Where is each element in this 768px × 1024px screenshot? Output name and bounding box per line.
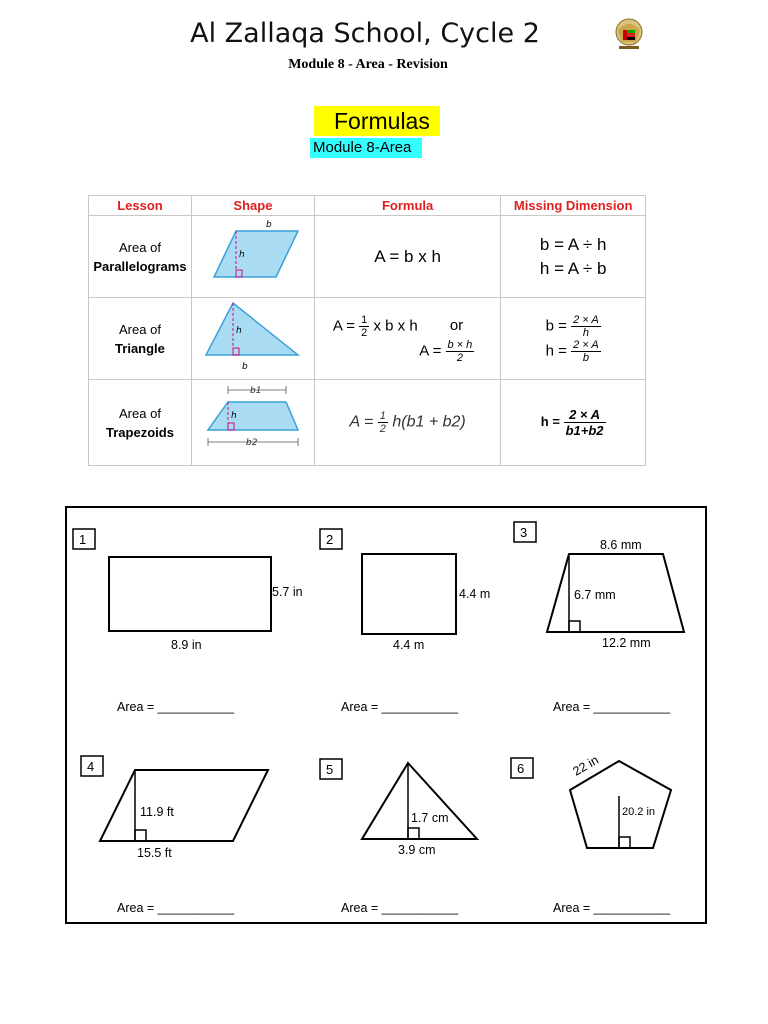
missing-prefix: b = (545, 316, 567, 334)
shape-label-h: h (230, 411, 237, 421)
module-badge: Module 8-Area (310, 138, 422, 158)
fraction-numerator: 2 × A (573, 338, 599, 351)
formula-prefix: A = (349, 413, 374, 431)
missing-prefix: h = (545, 341, 567, 359)
worksheet-problems (67, 508, 705, 922)
lesson-shape-name: Trapezoids (106, 424, 174, 440)
missing-prefix: h = (540, 413, 560, 429)
problem-4 (81, 756, 268, 915)
problem-number: 6 (517, 761, 525, 776)
dimension-label: 8.6 mm (600, 538, 642, 552)
missing-dimension-cell (501, 216, 646, 298)
dimension-label: 5.7 in (272, 585, 303, 599)
shape-label-b: b (265, 220, 272, 230)
dimension-label: 4.4 m (459, 587, 491, 601)
problem-number: 4 (87, 759, 95, 774)
lesson-label: Area of (119, 405, 161, 421)
formula-rest: h(b1 + b2) (392, 413, 466, 431)
problem-6 (511, 753, 671, 915)
formula-prefix: A = (419, 341, 442, 359)
header-missing-dimension: Missing Dimension (501, 196, 646, 216)
problem-number: 5 (326, 762, 334, 777)
lesson-cell (89, 216, 192, 298)
problem-3 (514, 522, 684, 714)
missing-b: b = A ÷ h (539, 234, 607, 254)
dimension-label: 3.9 cm (398, 843, 436, 857)
fraction (564, 407, 606, 438)
shape-cell (191, 380, 314, 466)
formula-table (88, 195, 646, 466)
missing-dimension-cell (501, 380, 646, 466)
parallelogram-diagram (198, 219, 308, 289)
shape-label-b: b (241, 362, 248, 372)
shape-label-b2: b2 (245, 438, 258, 448)
table-row (89, 216, 646, 298)
area-answer: Area = ___________ (341, 901, 459, 915)
trapezoid-diagram (198, 380, 308, 460)
formula-line-1 (315, 314, 500, 339)
header-formula: Formula (314, 196, 500, 216)
formula-cell (314, 380, 500, 466)
triangle-diagram (198, 299, 308, 373)
problem-1 (73, 529, 303, 714)
table-header-row (89, 196, 646, 216)
lesson-label: Area of (119, 321, 161, 337)
formula-rest: x b x h (373, 316, 418, 334)
fraction (446, 339, 475, 364)
fraction-numerator: 2 × A (564, 407, 606, 423)
dimension-label: 4.4 m (393, 638, 425, 652)
fraction-denominator: b (582, 351, 589, 364)
area-answer: Area = ___________ (553, 901, 671, 915)
lesson-shape-name: Parallelograms (93, 258, 187, 274)
table-row (89, 298, 646, 380)
fraction-denominator: 2 (379, 423, 386, 435)
area-answer: Area = ___________ (117, 901, 235, 915)
shape-label-h: h (235, 326, 242, 336)
fraction (571, 314, 601, 339)
shape-cell (191, 298, 314, 380)
missing-b (501, 314, 645, 339)
dimension-label: 20.2 in (622, 806, 656, 818)
fraction-denominator: 2 (456, 351, 463, 364)
dimension-label: 1.7 cm (411, 811, 449, 825)
problem-number: 1 (79, 532, 87, 547)
fraction-denominator: b1+b2 (565, 423, 604, 438)
missing-h: h = A ÷ b (539, 258, 607, 278)
lesson-cell (89, 380, 192, 466)
emblem-icon (612, 16, 646, 52)
area-answer: Area = ___________ (341, 700, 459, 714)
dimension-label: 22 in (570, 752, 601, 779)
lesson-label: Area of (119, 239, 161, 255)
fraction-numerator: 1 (379, 410, 386, 422)
area-answer: Area = ___________ (117, 700, 235, 714)
formulas-heading: Formulas (314, 106, 440, 136)
formula-cell (314, 298, 500, 380)
dimension-label: 15.5 ft (137, 846, 172, 860)
header-shape: Shape (191, 196, 314, 216)
problem-5 (320, 759, 477, 915)
header-lesson: Lesson (89, 196, 192, 216)
dimension-label: 12.2 mm (602, 636, 651, 650)
fraction-denominator: h (582, 326, 589, 339)
fraction (571, 339, 601, 364)
formula-or: or (449, 316, 464, 334)
fraction-numerator: b × h (447, 338, 473, 351)
dimension-label: 8.9 in (171, 638, 202, 652)
shape-label-b1: b1 (249, 386, 262, 396)
missing-dimension-cell (501, 298, 646, 380)
fraction (378, 410, 388, 435)
area-answer: Area = ___________ (553, 700, 671, 714)
formula-line-2 (315, 339, 500, 364)
missing-h (501, 339, 645, 364)
shape-cell (191, 216, 314, 298)
problem-number: 3 (520, 525, 528, 540)
shape-label-h: h (238, 250, 245, 260)
formula-prefix: A = (332, 316, 355, 334)
fraction (359, 314, 369, 339)
dimension-label: 6.7 mm (574, 588, 616, 602)
formula-cell: A = b x h (314, 216, 500, 298)
fraction-numerator: 2 × A (573, 313, 599, 326)
fraction-denominator: 2 (361, 326, 368, 339)
fraction-numerator: 1 (361, 313, 368, 326)
table-row (89, 380, 646, 466)
page-subtitle: Module 8 - Area - Revision (288, 57, 448, 72)
problem-number: 2 (326, 532, 334, 547)
lesson-shape-name: Triangle (115, 340, 165, 356)
school-title: Al Zallaqa School, Cycle 2 (190, 18, 540, 49)
dimension-label: 11.9 ft (140, 805, 174, 819)
problem-2 (320, 529, 490, 714)
lesson-cell (89, 298, 192, 380)
